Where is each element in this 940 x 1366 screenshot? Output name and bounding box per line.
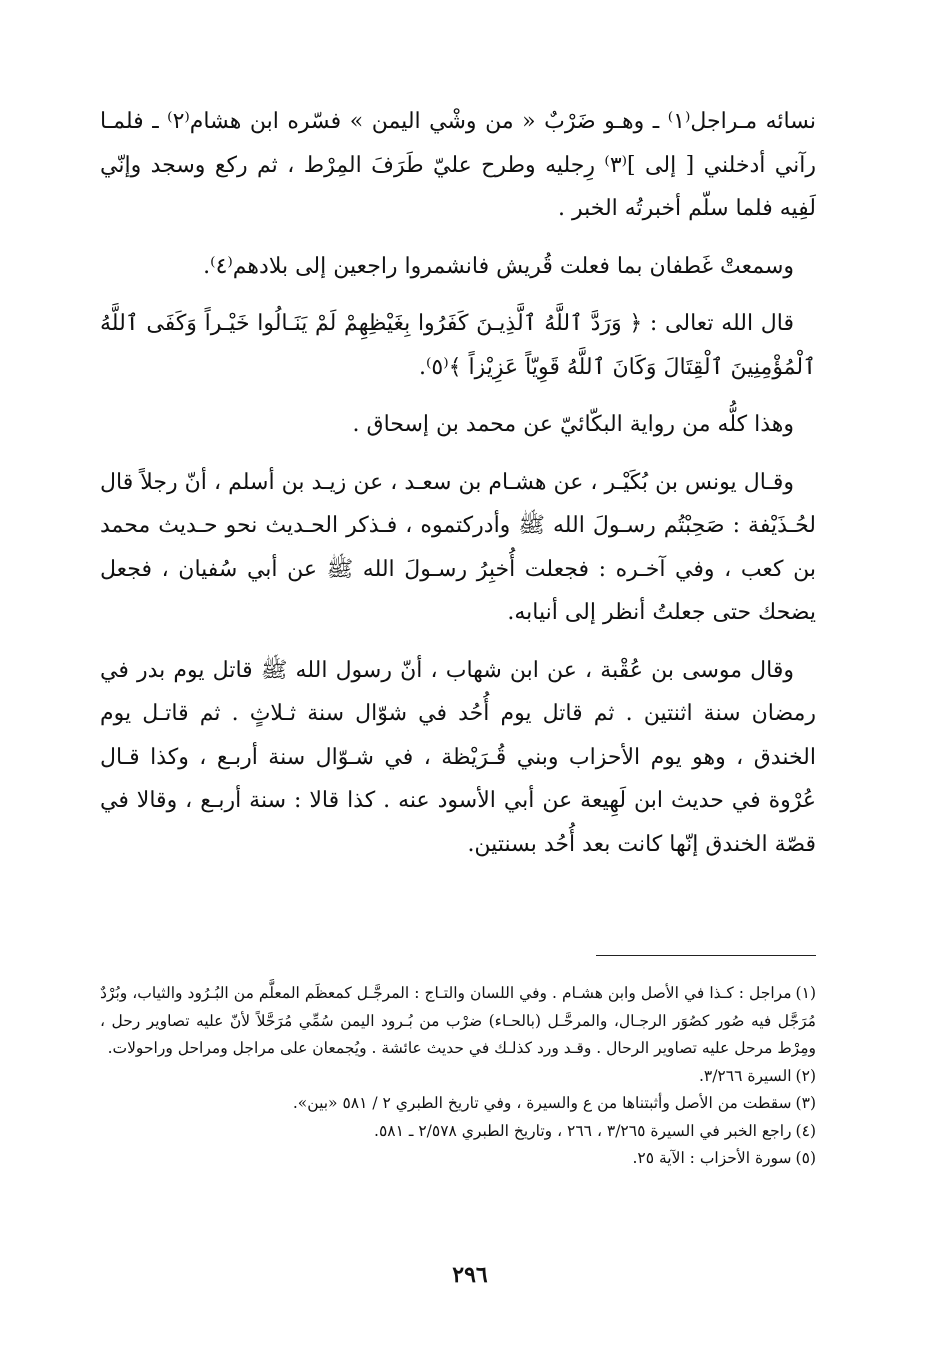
- footnote: [100, 1145, 816, 1173]
- footnote-text: سورة الأحزاب : الآية ٢٥.: [632, 1149, 792, 1167]
- footnote-number: (٣): [795, 1094, 816, 1112]
- footnote: [100, 1063, 816, 1091]
- footnotes: [100, 980, 816, 1173]
- page-number: ٢٩٦: [452, 1262, 488, 1288]
- paragraph: وقال موسى بن عُقْبة ، عن ابن شهاب ، أنّ رسول الله ﷺ قاتل يوم بدر في رمضان سنة اثنتين . ثم قاتل يوم أُحُد في شوّال سنة ثـلاثٍ . ثم قاتـل يوم الخندق ، وهو يوم الأحزاب وبني قُـرَيْظة ، في شـوّال سنة أربـع ، وكذا قـال عُرْوة في حديث ابن لَهِيعة عن أبي الأسود عنه . كذا قالا : سنة أربـع ، وقالا في قصّة الخندق إنّها كانت بعد أُحُد بسنتين.: [100, 657, 816, 857]
- quran-verse-paragraph: قال الله تعالى : ﴿ وَرَدَّ ٱللَّهُ ٱلَّذِيـنَ كَفَرُوا بِغَيْظِهِمْ لَمْ يَنَـالُوا خَيْـراً وَكَفَى ٱللَّهُ ٱلْمُؤْمِنِينَ ٱلْقِتَالَ وَكَانَ ٱللَّهُ قَوِيّاً عَزِيْزاً ﴾⁽٥⁾.: [100, 311, 816, 380]
- paragraph: نسائه مـراجل⁽١⁾ ـ وهـو ضَرْبٌ « من وشْي اليمن » فسّره ابن هشام⁽٢⁾ ـ فلمـا رآني أدخلني [ إلى ]⁽٣⁾ رِجليه وطرح عليّ طَرَفَ المِرْط ، ثم ركع وسجد وإنّي لَفِيه فلما سلّم أخبرتُه الخبر .: [100, 109, 816, 221]
- footnote-text: راجع الخبر في السيرة ٣/٢٦٥ ، ٢٦٦ ، وتاريخ الطبري ٢/٥٧٨ ـ ٥٨١.: [374, 1121, 792, 1140]
- footnote: [100, 1090, 816, 1118]
- footnote-number: (٤): [795, 1121, 816, 1140]
- paragraph: وقـال يونس بن بُكَيْـر ، عن هشـام بن سعـد ، عن زيـد بن أسلم ، أنّ رجلاً قال لحُـذَيْفة : صَحِبْتُم رسـولَ الله ﷺ وأدركتموه ، فـذكر الحـديث نحو حـديث محمد بن كعب ، وفي آخـره : فجعلت أُخبِرُ رسـولَ الله ﷺ عن أبي سُفيان ، فجعل يضحك حتى جعلتُ أنظر إلى أنيابه.: [100, 469, 816, 625]
- footnote-number: (٥): [795, 1149, 816, 1167]
- footnote-text: سقطت من الأصل وأثبتناها من ع والسيرة ، وفي تاريخ الطبري ٢ / ٥٨١ «بين».: [292, 1094, 792, 1112]
- footnote-separator: [596, 955, 816, 956]
- footnote-text: مراجل : كـذا في الأصل وابن هشـام . وفي اللسان والتـاج : المرجَّـل كمعظَم المعلَّم من البُـرُود والثياب، وبُرْدٌ مُرَجَّل فيه صُور كصُوَر الرجـال، والمرحَّـل (بالحـاء) ضرْب من بُـرود اليمن سُمِّي مُرَحَّلاً لأنّ عليه تصاوير رحل ، ومِرْط مرحل عليه تصاوير الرحال . وقـد ورد كذلـك في حديث عائشة . ويُجمعان على مراجل ومراحل وراحولات.: [100, 984, 816, 1057]
- paragraph: وسمعتْ غَطفان بما فعلت قُريش فانشمروا راجعين إلى بلادهم⁽٤⁾.: [203, 253, 794, 279]
- footnote-number: (١): [795, 984, 816, 1002]
- paragraph: وهذا كلُّه من رواية البكّائيّ عن محمد بن إسحاق .: [352, 412, 794, 437]
- footnote: [100, 1118, 816, 1146]
- footnote-text: السيرة ٣/٢٦٦.: [698, 1066, 792, 1085]
- main-text: [100, 100, 816, 880]
- footnote: [100, 980, 816, 1063]
- footnote-number: (٢): [795, 1066, 816, 1085]
